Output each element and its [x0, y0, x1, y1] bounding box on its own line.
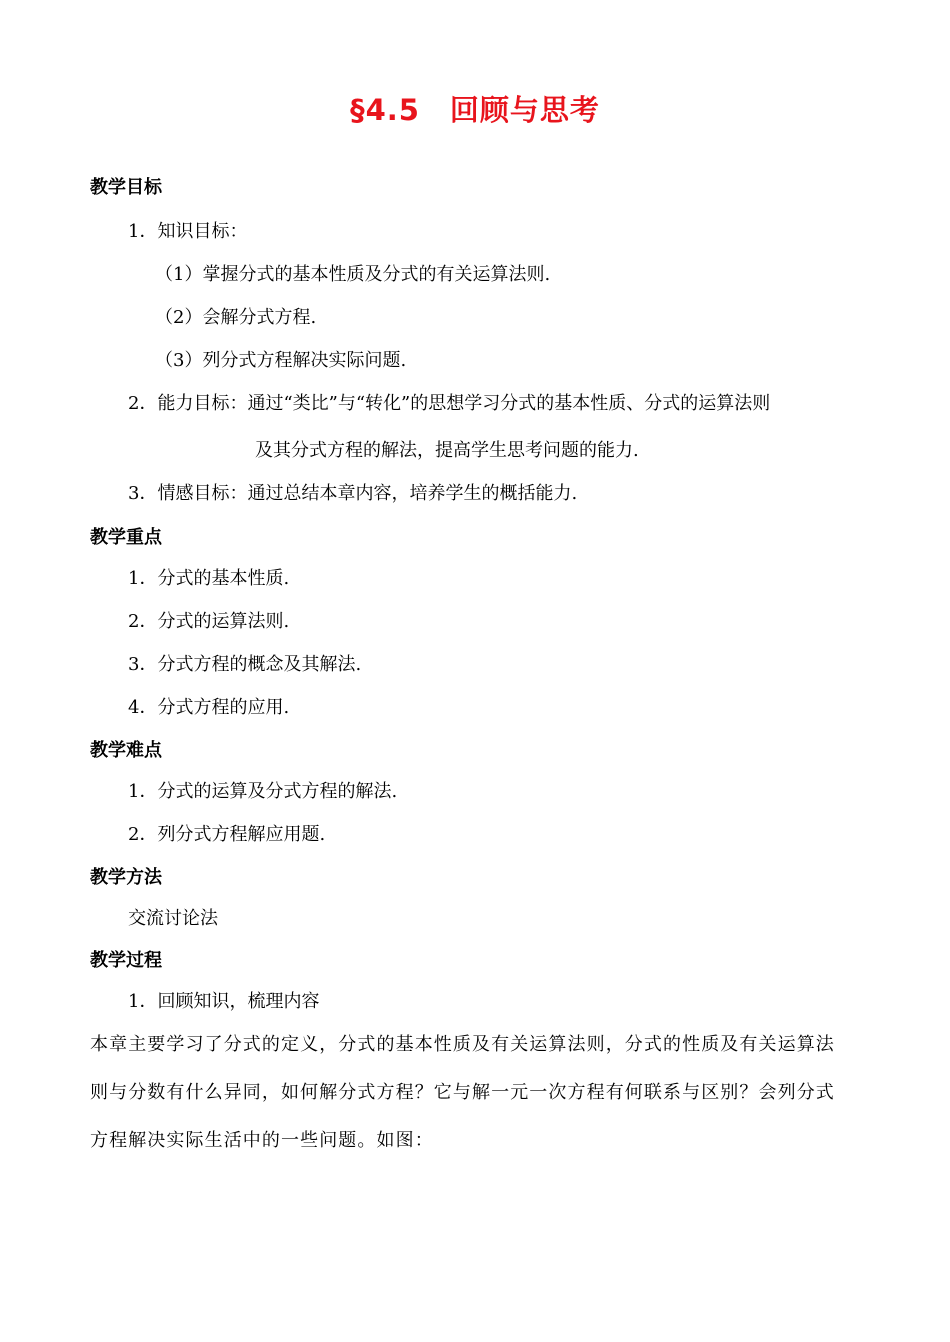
goal-knowledge-1: （1）掌握分式的基本性质及分式的有关运算法则. — [155, 264, 551, 285]
goal-knowledge-3: （3）列分式方程解决实际问题. — [155, 350, 407, 371]
key-point-2: 2．分式的运算法则. — [128, 611, 290, 632]
difficulty-2: 2．列分式方程解应用题. — [128, 824, 326, 845]
process-step-1: 1．回顾知识，梳理内容 — [128, 991, 320, 1012]
goal-emotion: 3．情感目标：通过总结本章内容，培养学生的概括能力. — [128, 483, 578, 504]
heading-teaching-goals: 教学目标 — [90, 177, 162, 198]
key-point-3: 3．分式方程的概念及其解法. — [128, 654, 362, 675]
key-point-1: 1．分式的基本性质. — [128, 568, 290, 589]
process-paragraph-line-2: 则与分数有什么异同，如何解分式方程？它与解一元一次方程有何联系与区别？会列分式 — [90, 1082, 835, 1103]
goal-ability-continued: 及其分式方程的解法，提高学生思考问题的能力. — [255, 440, 639, 461]
goal-knowledge: 1．知识目标： — [128, 221, 248, 242]
heading-key-points: 教学重点 — [90, 527, 162, 548]
goal-ability: 2．能力目标：通过“类比”与“转化”的思想学习分式的基本性质、分式的运算法则 — [128, 393, 771, 414]
key-point-4: 4．分式方程的应用. — [128, 697, 290, 718]
heading-difficulties: 教学难点 — [90, 740, 162, 761]
heading-method: 教学方法 — [90, 867, 162, 888]
process-paragraph-line-1: 本章主要学习了分式的定义，分式的基本性质及有关运算法则，分式的性质及有关运算法 — [90, 1034, 835, 1055]
method-text: 交流讨论法 — [128, 908, 218, 929]
page-title: §4.5 回顾与思考 — [350, 93, 600, 127]
process-paragraph-line-3: 方程解决实际生活中的一些问题。如图： — [90, 1130, 434, 1151]
heading-process: 教学过程 — [90, 950, 162, 971]
goal-knowledge-2: （2）会解分式方程. — [155, 307, 317, 328]
difficulty-1: 1．分式的运算及分式方程的解法. — [128, 781, 398, 802]
